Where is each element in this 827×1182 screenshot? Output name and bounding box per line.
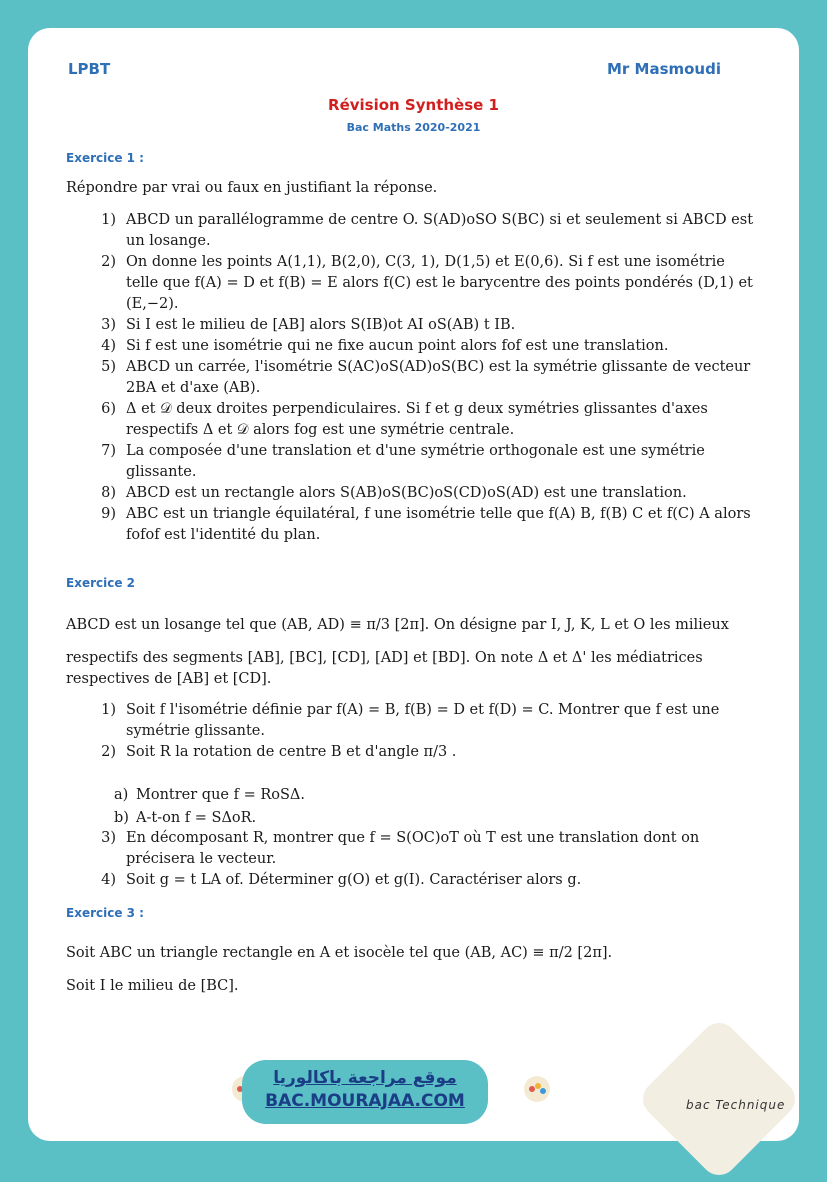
exercise1-heading: Exercice 1 : xyxy=(66,151,144,165)
list-item: 4) Si f est une isométrie qui ne fixe aucun point alors fof est une translation. xyxy=(101,338,669,354)
exercise2-sublist xyxy=(114,784,714,830)
brand-stamp-text: bac Technique xyxy=(686,1098,786,1112)
exercise3-heading: Exercice 3 : xyxy=(66,906,144,920)
exercise1-intro: Répondre par vrai ou faux en justifiant la réponse. xyxy=(66,180,438,196)
list-item: 2) Soit R la rotation de centre B et d'angle π/3 . xyxy=(101,744,457,760)
site-link-banner[interactable] xyxy=(242,1060,488,1124)
teacher-name: Mr Masmoudi xyxy=(606,60,721,78)
list-item: 5) ABCD un carrée, l'isométrie S(AC)oS(AD)oS(BC) est la symétrie glissante de vecteur 2BA et d'axe (AB). xyxy=(101,359,751,396)
document-subtitle: Bac Maths 2020-2021 xyxy=(346,121,481,134)
exercise2-intro-line1: ABCD est un losange tel que (AB, AD) ≡ π/3 [2π]. On désigne par I, J, K, L et O les milieux xyxy=(66,617,729,633)
list-item: b) A-t-on f = SΔoR. xyxy=(114,810,257,826)
exercise2-list-continued xyxy=(80,828,756,891)
exercise2-list xyxy=(80,700,756,763)
site-name-arabic[interactable]: موقع مراجعة باكالوريا xyxy=(273,1068,457,1088)
list-item: 8) ABCD est un rectangle alors S(AB)oS(BC)oS(CD)oS(AD) est une translation. xyxy=(101,485,687,501)
list-item: 9) ABC est un triangle équilatéral, f une isométrie telle que f(A) B, f(B) C et f(C) A alors fofof est l'identité du plan. xyxy=(101,506,751,543)
list-item: 1) Soit f l'isométrie définie par f(A) = B, f(B) = D et f(D) = C. Montrer que f est une symétrie glissante. xyxy=(101,702,720,739)
site-logo-right xyxy=(524,1076,550,1102)
exercise3-line1: Soit ABC un triangle rectangle en A et isocèle tel que (AB, AC) ≡ π/2 [2π]. xyxy=(66,945,613,961)
document-page xyxy=(28,28,799,1141)
exercise2-intro-line2: respectifs des segments [AB], [BC], [CD], [AD] et [BD]. On note Δ et Δ' les médiatrices respectives de [AB] et [CD]. xyxy=(66,650,703,687)
school-name: LPBT xyxy=(68,60,111,78)
list-item: 7) La composée d'une translation et d'une symétrie orthogonale est une symétrie glissante. xyxy=(101,443,705,480)
list-item: 3) Si I est le milieu de [AB] alors S(IB)ot AI oS(AB) t IB. xyxy=(101,317,516,333)
list-item: 6) Δ et 𝒟 deux droites perpendiculaires. Si f et g deux symétries glissantes d'axes respectifs Δ et 𝒟 alors fog est une symétrie centrale. xyxy=(101,401,708,438)
list-item: 4) Soit g = t LA of. Déterminer g(O) et g(I). Caractériser alors g. xyxy=(101,872,582,888)
list-item: a) Montrer que f = RoSΔ. xyxy=(114,787,306,803)
list-item: 1) ABCD un parallélogramme de centre O. S(AD)oSO S(BC) si et seulement si ABCD est un losange. xyxy=(101,212,754,249)
site-url-link[interactable]: BAC.MOURAJAA.COM xyxy=(265,1091,465,1111)
exercise3-line2: Soit I le milieu de [BC]. xyxy=(66,978,239,994)
document-title: Révision Synthèse 1 xyxy=(328,96,499,114)
exercise2-heading: Exercice 2 xyxy=(66,576,135,590)
list-item: 3) En décomposant R, montrer que f = S(OC)oT où T est une translation dont on précisera le vecteur. xyxy=(101,830,700,867)
list-item: 2) On donne les points A(1,1), B(2,0), C(3, 1), D(1,5) et E(0,6). Si f est une isométrie telle que f(A) = D et f(B) = E alors f(C) est le barycentre des points pondérés (D,1) et (E,−2). xyxy=(101,254,753,312)
exercise1-list xyxy=(80,210,756,546)
